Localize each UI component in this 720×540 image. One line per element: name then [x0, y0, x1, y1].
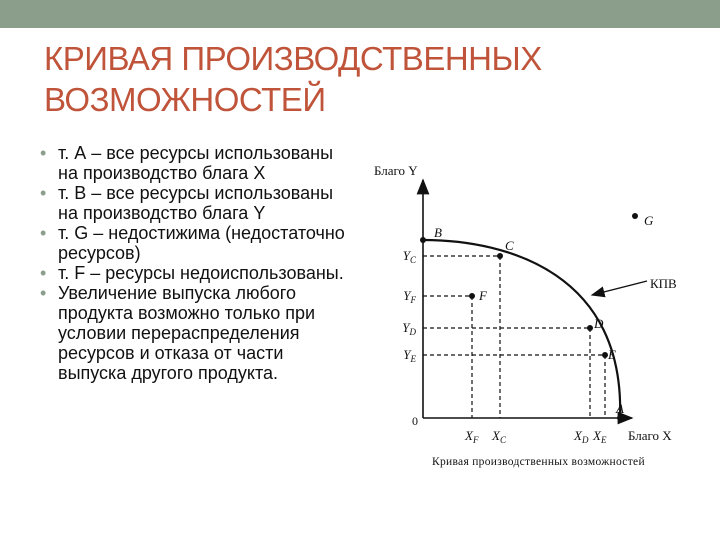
- bullet-list: [40, 143, 350, 383]
- origin-label: 0: [412, 414, 418, 428]
- x-tick-xf: $X_F$: [465, 428, 479, 445]
- bullet-point-b: • т. B – все ресурсы использованы на производство блага Y: [40, 183, 350, 223]
- title-line-1: КРИВАЯ ПРОИЗВОДСТВЕННЫХ: [44, 40, 542, 77]
- x-tick-xd: $X_D$: [574, 428, 589, 445]
- point-f-label: F: [479, 288, 487, 303]
- point-a-label: A: [616, 401, 624, 416]
- bullet-point-g: • т. G – недостижима (недостаточно ресурсов): [40, 223, 350, 263]
- x-axis-label: Благо X: [628, 428, 672, 443]
- x-tick-xc: $X_C$: [492, 428, 506, 445]
- y-axis-label: Благо Y: [374, 163, 418, 178]
- point-d-label: D: [594, 316, 604, 331]
- point-c-dot: [497, 253, 503, 259]
- y-tick-ye: $Y_E$: [403, 347, 416, 364]
- x-tick-xe: $X_E$: [593, 428, 607, 445]
- point-g-dot: [632, 213, 638, 219]
- point-b-label: B: [434, 225, 442, 240]
- point-e-label: E: [608, 347, 616, 362]
- point-g-label: G: [644, 213, 654, 228]
- guide-lines: [423, 256, 605, 418]
- slide-title: [44, 38, 664, 120]
- bullet-point-a: • т. А – все ресурсы использованы на производство блага X: [40, 143, 350, 183]
- point-f-dot: [469, 293, 475, 299]
- y-tick-yc: $Y_C$: [402, 248, 416, 265]
- ppf-curve-label: КПВ: [650, 276, 677, 291]
- ppf-diagram: [360, 150, 700, 475]
- y-tick-yf: $Y_F$: [403, 288, 416, 305]
- bullet-point-f: • т. F – ресурсы недоиспользованы.: [40, 263, 350, 283]
- title-line-2: ВОЗМОЖНОСТЕЙ: [44, 81, 326, 118]
- point-b-dot: [420, 237, 426, 243]
- bullet-conclusion: • Увеличение выпуска любого продукта возможно только при условии перераспределения ресурсов и отказа от части выпуска другого продукта.: [40, 283, 350, 383]
- y-tick-yd: $Y_D$: [402, 320, 416, 337]
- ppf-pointer-arrow: [592, 281, 647, 295]
- point-c-label: C: [505, 238, 514, 253]
- top-accent-bar: [0, 0, 720, 28]
- point-d-dot: [587, 325, 593, 331]
- diagram-caption: Кривая производственных возможностей: [432, 456, 645, 468]
